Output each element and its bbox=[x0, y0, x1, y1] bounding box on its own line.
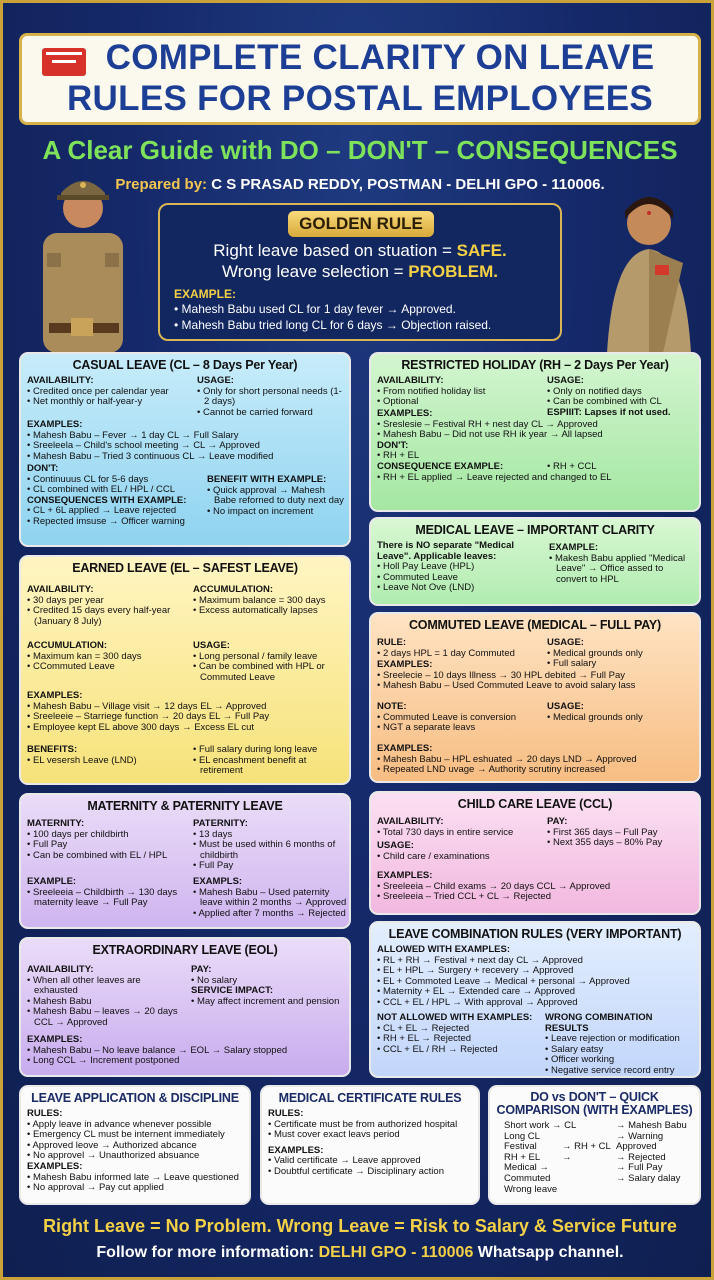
earned-leave-panel bbox=[19, 555, 351, 785]
list-item: • Leave Not Ove (LND) bbox=[377, 583, 547, 594]
label: USAGE: bbox=[547, 375, 584, 386]
list-item: • Repeated LND uvage → Authority scrutiny increased bbox=[377, 765, 697, 776]
list-item: • RH + CCL bbox=[547, 462, 697, 473]
list-item: • Optional bbox=[377, 397, 545, 408]
label: RULES: bbox=[268, 1108, 304, 1119]
list-item: • Sreeleeia – Childbirth → 130 days maternity leave → Full Pay bbox=[27, 888, 187, 909]
label: USAGE: bbox=[197, 375, 234, 386]
list-item: • Must be used within 6 months of childbirth bbox=[193, 840, 349, 861]
list-item: • Maximum balance = 300 days bbox=[193, 596, 349, 607]
compare-left: RH + EL bbox=[504, 1151, 541, 1163]
maternity-paternity-panel bbox=[19, 793, 351, 929]
list-item: • No approvel → Unauthorized absuance bbox=[27, 1151, 247, 1162]
label: EXAMPLES: bbox=[377, 659, 433, 670]
compare-right: → Full Pay bbox=[616, 1162, 663, 1174]
list-item: • Credited 15 days every half-year (January 8 July) bbox=[27, 606, 193, 627]
list-item: • Mahesh Babu – Did not use RH ik year → All lapsed bbox=[377, 430, 695, 441]
compare-mid: → RH + CL → bbox=[562, 1141, 611, 1163]
list-item: • Certificate must be from authorized hospital bbox=[268, 1120, 476, 1131]
list-item: • Mahesh Babu – Used paternity leave within 2 months → Approved bbox=[193, 888, 349, 909]
leave-application-panel bbox=[19, 1085, 251, 1205]
title-line-2: RULES FOR POSTAL EMPLOYEES bbox=[66, 79, 654, 118]
label: RULE: bbox=[377, 637, 407, 648]
list-item: • Commuted Leave is conversion bbox=[377, 713, 545, 724]
list-item: • Sreslesie – Festival RH + nest day CL → Approved bbox=[377, 420, 695, 431]
label: RULES: bbox=[27, 1108, 63, 1119]
label: EXAMPLES: bbox=[27, 690, 83, 701]
compare-right: → Rejected bbox=[616, 1151, 666, 1163]
label: PAY: bbox=[191, 964, 212, 975]
label: WRONG COMBINATION RESULTS bbox=[545, 1012, 653, 1034]
list-item: • First 365 days – Full Pay bbox=[547, 828, 697, 839]
list-item: • Mahesh Babu bbox=[27, 997, 187, 1008]
label: BENEFIT WITH EXAMPLE: bbox=[207, 474, 327, 485]
golden-rule-line-2 bbox=[160, 261, 560, 282]
label: PAY: bbox=[547, 816, 568, 827]
restricted-holiday-panel bbox=[369, 352, 701, 512]
list-item: • Excess automatically lapses bbox=[193, 606, 349, 617]
panel-title: MATERNITY & PATERNITY LEAVE bbox=[87, 799, 283, 813]
label: EXAMPLS: bbox=[193, 876, 243, 887]
list-item: • Continuuus CL for 5-6 days bbox=[27, 475, 205, 486]
espirit-note: ESPIIIT: Lapses if not used. bbox=[547, 406, 671, 418]
golden-line1-text: Right leave based on stuation = bbox=[213, 241, 457, 260]
list-item: • CL + 6L applied → Leave rejected bbox=[27, 506, 205, 517]
prepared-by-label: Prepared by: bbox=[115, 176, 208, 193]
leave-combination-panel bbox=[369, 921, 701, 1078]
golden-rule-line-1 bbox=[160, 240, 560, 261]
list-item: • Sreeleeie – Starriege function → 20 days EL → Full Pay bbox=[27, 712, 347, 723]
list-item: • No salary bbox=[191, 976, 349, 987]
label: ACCUMULATION: bbox=[27, 640, 108, 651]
label: NOT ALLOWED WITH EXAMPLES: bbox=[377, 1012, 533, 1023]
label: AVAILABILITY: bbox=[377, 375, 444, 386]
golden-line2-highlight: PROBLEM. bbox=[408, 262, 499, 281]
list-item: • Makesh Babu applied "Medical Leave" → Office assed to convert to HPL bbox=[549, 554, 697, 586]
title-line-1: COMPLETE CLARITY ON LEAVE bbox=[105, 38, 655, 77]
list-item: • Apply leave in advance whenever possible bbox=[27, 1120, 247, 1131]
label: MATERNITY: bbox=[27, 818, 85, 829]
panel-title: CASUAL LEAVE (CL – 8 Days Per Year) bbox=[72, 358, 298, 372]
list-item: • Holl Pay Leave (HPL) bbox=[377, 562, 547, 573]
golden-rule-box bbox=[158, 203, 562, 341]
label: EXAMPLES: bbox=[377, 870, 433, 881]
list-item: • Emergency CL must be internent immediately bbox=[27, 1130, 247, 1141]
list-item: • NGT a separate leavs bbox=[377, 723, 545, 734]
label: BENEFITS: bbox=[27, 744, 78, 755]
list-item: • Full salary during long leave bbox=[193, 745, 349, 756]
compare-right: → Salary dalay bbox=[616, 1172, 681, 1184]
label: AVAILABILITY: bbox=[377, 816, 444, 827]
footer-follow-suffix: Whatsapp channel. bbox=[473, 1244, 624, 1261]
label: AVAILABILITY: bbox=[27, 964, 94, 975]
panel-title: MEDICAL LEAVE – IMPORTANT CLARITY bbox=[415, 523, 655, 537]
postwoman-illustration bbox=[593, 183, 705, 353]
list-item: • Commuted Leave bbox=[377, 573, 547, 584]
list-item: • Can be combined with CL bbox=[547, 397, 697, 408]
list-item: • Mahesh Babu – Fever → 1 day CL → Full Salary bbox=[27, 431, 345, 442]
list-item: • Mahesh Babu – Village visit → 12 days EL → Approved bbox=[27, 702, 347, 713]
compare-right: Approved bbox=[616, 1141, 657, 1153]
label: SERVICE IMPACT: bbox=[191, 985, 273, 997]
list-item: • Mahesh Babu – leaves → 20 days CCL → Approved bbox=[27, 1007, 187, 1028]
list-item: • May affect increment and pension bbox=[191, 997, 349, 1008]
label: DON'T: bbox=[377, 439, 409, 451]
list-item: • Medical grounds only bbox=[547, 713, 697, 724]
list-item: • Long CCL → Increment postponed bbox=[27, 1056, 347, 1067]
list-item: • Net monthly or half-year-y bbox=[27, 397, 197, 408]
list-item: • EL + HPL → Surgery + recevery → Approved bbox=[377, 966, 697, 977]
label: EXAMPLES: bbox=[377, 408, 433, 419]
compare-right: → Warning bbox=[616, 1130, 664, 1142]
list-item: • EL encashment benefit at retirement bbox=[193, 756, 349, 777]
list-item: • Sreelecie – 10 days Illness → 30 HPL debited → Full Pay bbox=[377, 671, 697, 682]
list-item: • Quick approval → Mahesh Babe reforned to duty next day bbox=[207, 486, 347, 507]
label: USAGE: bbox=[193, 640, 230, 651]
list-item: • RL + RH → Festival + next day CL → Approved bbox=[377, 956, 697, 967]
list-item: • Sreeleeia – Tried CCL + CL → Rejected bbox=[377, 892, 697, 903]
list-item: • Cannot be carried forward bbox=[197, 408, 347, 419]
list-item: • EL vesersh Leave (LND) bbox=[27, 756, 193, 767]
golden-example-label: EXAMPLE: bbox=[174, 287, 237, 301]
label: CONSEQUENCES WITH EXAMPLE: bbox=[27, 494, 187, 506]
label: ALLOWED WITH EXAMPLES: bbox=[377, 944, 510, 955]
golden-rule-badge: GOLDEN RULE bbox=[288, 211, 434, 237]
extraordinary-leave-panel bbox=[19, 937, 351, 1077]
compare-right: → Mahesh Babu bbox=[616, 1120, 687, 1131]
label: EXAMPLES: bbox=[27, 419, 83, 430]
list-item: • Only for short personal needs (1-2 days) bbox=[197, 387, 347, 408]
list-item: • Sreeleeia – Child exams → 20 days CCL → Approved bbox=[377, 882, 697, 893]
compare-left: Festival bbox=[504, 1141, 537, 1153]
quick-comparison-panel bbox=[488, 1085, 701, 1205]
list-item: • EL + Commoted Leave → Medical + personal → Approved bbox=[377, 977, 697, 988]
footer-channel-name: DELHI GPO - 110006 bbox=[318, 1244, 474, 1261]
list-item: • From notified holiday list bbox=[377, 387, 545, 398]
list-item: • Applied after 7 months → Rejected bbox=[193, 909, 349, 920]
list-item: • Child care / examinations bbox=[377, 852, 545, 863]
panel-title: LEAVE COMBINATION RULES (VERY IMPORTANT) bbox=[388, 927, 682, 941]
panel-title: LEAVE APPLICATION & DISCIPLINE bbox=[31, 1091, 239, 1105]
label: AVAILABILITY: bbox=[27, 375, 94, 386]
list-item: • 100 days per childbirth bbox=[27, 830, 193, 841]
panel-title: RESTRICTED HOLIDAY (RH – 2 Days Per Year) bbox=[401, 358, 669, 372]
list-item: • RH + EL applied → Leave rejected and changed to EL bbox=[377, 473, 695, 484]
compare-left: Short work → CL bbox=[504, 1120, 577, 1131]
child-care-leave-panel bbox=[369, 791, 701, 915]
compare-left: Medical → Commuted bbox=[504, 1162, 551, 1184]
golden-line1-highlight: SAFE. bbox=[456, 241, 507, 260]
label: EXAMPLES: bbox=[377, 743, 433, 754]
label: DON'T: bbox=[27, 463, 59, 474]
list-item: • Approved leove → Authorized abcance bbox=[27, 1141, 247, 1152]
list-item: • 30 days per year bbox=[27, 596, 193, 607]
list-item: • CCL + EL / RH → Rejected bbox=[377, 1045, 545, 1056]
panel-title: CHILD CARE LEAVE (CCL) bbox=[457, 797, 613, 811]
subtitle: A Clear Guide with DO – DON'T – CONSEQUENCES bbox=[42, 135, 678, 165]
list-item: • Full salary bbox=[547, 659, 697, 670]
compare-left: Wrong leave bbox=[504, 1183, 558, 1195]
golden-example-2: • Mahesh Babu tried long CL for 6 days → Objection raised. bbox=[174, 318, 492, 332]
list-item: • 2 days HPL = 1 day Commuted bbox=[377, 649, 545, 660]
panel-title: MEDICAL CERTIFICATE RULES bbox=[278, 1091, 462, 1105]
label: USAGE: bbox=[547, 637, 584, 648]
label: AVAILABILITY: bbox=[27, 584, 94, 595]
list-item: • Valid certificate → Leave approved bbox=[268, 1156, 476, 1167]
list-item: • CCL + EL / HPL → With approval → Approved bbox=[377, 998, 697, 1009]
list-item: • Doubtful certificate → Disciplinary action bbox=[268, 1167, 476, 1178]
panel-title: EXTRAORDINARY LEAVE (EOL) bbox=[92, 943, 278, 957]
list-item: • Credited once per calendar year bbox=[27, 387, 197, 398]
commuted-leave-panel bbox=[369, 612, 701, 783]
label: EXAMPLES: bbox=[268, 1144, 324, 1156]
casual-leave-panel bbox=[19, 352, 351, 547]
list-item: • Mahesh Babu – No leave balance → EOL → Salary stopped bbox=[27, 1046, 347, 1057]
list-item: • Total 730 days in entire service bbox=[377, 828, 545, 839]
list-item: • 13 days bbox=[193, 830, 349, 841]
footer-follow-text: Follow for more information: bbox=[96, 1244, 319, 1261]
list-item: • Next 355 days – 80% Pay bbox=[547, 838, 697, 849]
footer-tagline: Right Leave = No Problem. Wrong Leave = Risk to Salary & Service Future bbox=[43, 1216, 677, 1236]
list-item: • Must cover exact leavs period bbox=[268, 1130, 476, 1141]
list-item: • Negative service record entry bbox=[545, 1066, 697, 1077]
panel-title: DO vs DON'T – QUICK COMPARISON (WITH EXAMPLES) bbox=[496, 1090, 693, 1117]
label: EXAMPLE: bbox=[27, 876, 77, 887]
list-item: • Repected imsuse → Officer warning bbox=[27, 517, 205, 528]
list-item: • Only on notified days bbox=[547, 387, 697, 398]
list-item: • Medical grounds only bbox=[547, 649, 697, 660]
compare-left: Long CL bbox=[504, 1130, 540, 1142]
label: USAGE: bbox=[547, 701, 584, 712]
list-item: • Can be combined with HPL or Commuted Leave bbox=[193, 662, 349, 683]
label: EXAMPLES: bbox=[27, 1034, 83, 1045]
footer-follow bbox=[3, 1244, 714, 1262]
panel-title: EARNED LEAVE (EL – SAFEST LEAVE) bbox=[72, 561, 298, 575]
list-item: • No approval → Pay cut applied bbox=[27, 1183, 247, 1194]
list-item: • Leave rejection or modification bbox=[545, 1034, 697, 1045]
list-item: • Mahesh Babu informed late → Leave questioned bbox=[27, 1173, 247, 1184]
medical-certificate-panel bbox=[260, 1085, 480, 1205]
title-banner bbox=[19, 33, 701, 125]
list-item: • RH + EL bbox=[377, 451, 695, 462]
list-item: • Full Pay bbox=[27, 840, 193, 851]
list-item: • Mahesh Babu – Tried 3 continuous CL → Leave modified bbox=[27, 452, 345, 463]
list-item: • CL combined with EL / HPL / CCL bbox=[27, 485, 205, 496]
medical-leave-panel bbox=[369, 517, 701, 606]
label: USAGE: bbox=[377, 840, 414, 851]
list-item: • CCommuted Leave bbox=[27, 662, 193, 673]
prepared-by-name: C S PRASAD REDDY, POSTMAN - DELHI GPO - 110006. bbox=[211, 176, 605, 193]
list-item: • Maternity + EL → Extended care → Approved bbox=[377, 987, 697, 998]
list-item: • Employee kept EL above 300 days → Excess EL cut bbox=[27, 723, 347, 734]
golden-example-1: • Mahesh Babu used CL for 1 day fever → Approved. bbox=[174, 302, 456, 316]
list-item: • No impact on increment bbox=[207, 507, 347, 518]
list-item: • Officer working bbox=[545, 1055, 697, 1066]
label: CONSEQUENCE EXAMPLE: bbox=[377, 460, 504, 472]
list-item: • Can be combined with EL / HPL bbox=[27, 851, 193, 862]
list-item: • CL + EL → Rejected bbox=[377, 1024, 545, 1035]
list-item: • Full Pay bbox=[193, 861, 349, 872]
list-item: • Salary eatsy bbox=[545, 1045, 697, 1056]
label: ACCUMULATION: bbox=[193, 584, 274, 595]
golden-line2-text: Wrong leave selection = bbox=[221, 262, 409, 281]
list-item: • When all other leaves are exhausted bbox=[27, 976, 187, 997]
label: PATERNITY: bbox=[193, 818, 248, 829]
list-item: • Sreeleela – Child's school meeting → CL → Approved bbox=[27, 441, 345, 452]
list-item: • Mahesh Babu – Used Commuted Leave to avoid salary lass bbox=[377, 681, 697, 692]
postman-illustration bbox=[23, 163, 143, 353]
list-item: • Mahesh Babu – HPL eshuated → 20 days LND → Approved bbox=[377, 755, 697, 766]
intro: There is NO separate "Medical Leave". Applicable leaves: bbox=[377, 540, 515, 562]
label: EXAMPLE: bbox=[549, 542, 599, 553]
label: EXAMPLES: bbox=[27, 1160, 83, 1172]
list-item: • Maximum kan = 300 days bbox=[27, 652, 193, 663]
panel-title: COMMUTED LEAVE (MEDICAL – FULL PAY) bbox=[408, 618, 662, 632]
list-item: • Long personal / family leave bbox=[193, 652, 349, 663]
list-item: • RH + EL → Rejected bbox=[377, 1034, 545, 1045]
label: NOTE: bbox=[377, 701, 407, 712]
